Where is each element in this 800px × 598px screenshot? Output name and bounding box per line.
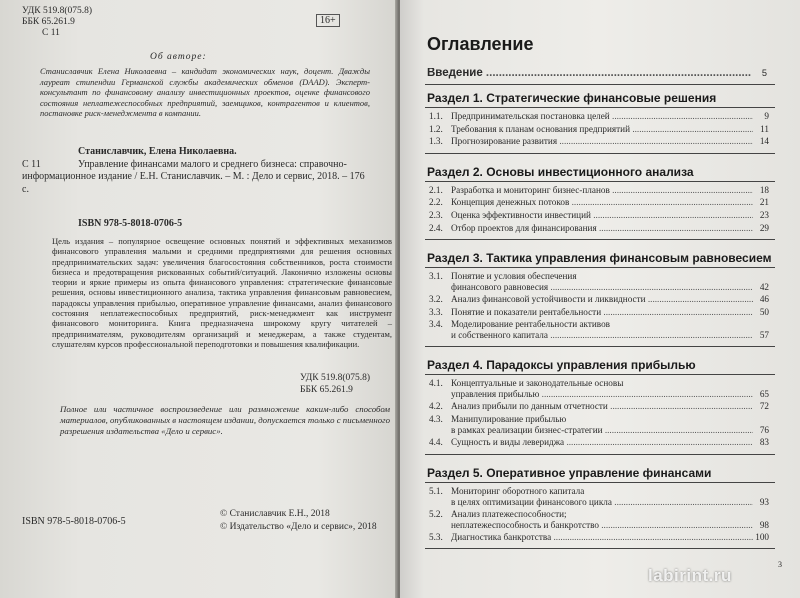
section-rule [425, 84, 775, 85]
toc-intro-page: 5 [761, 68, 767, 78]
toc-entry-number: 5.3. [429, 531, 443, 542]
toc-entry-number: 5.1. [429, 485, 443, 496]
toc-entry-number: 3.2. [429, 294, 443, 305]
isbn: ISBN 978-5-8018-0706-5 [78, 218, 183, 229]
toc-entry-page: 83 [759, 437, 769, 447]
toc-entry-line [429, 486, 769, 497]
section-rule [425, 346, 775, 347]
toc-entry [429, 294, 769, 305]
toc-entry-number: 4.4. [429, 437, 443, 447]
toc-entry-line [429, 520, 769, 531]
toc-entry-number: 2.1. [429, 184, 443, 195]
toc-entry [429, 319, 769, 341]
toc-entry-line [429, 330, 769, 341]
book-description: Управление финансами малого и среднего бизнеса: справочно-информационное издание / Е.Н. Станиславчик. – М. : Дело и сервис, 2018. – 176 с. [22, 158, 365, 195]
toc-entry-page: 57 [759, 330, 769, 341]
toc-entry-line [429, 497, 769, 508]
toc-entry-line [429, 414, 769, 425]
copyright-note: Полное или частичное воспроизведение или размножение каким-либо способом материалов, опубликованных в настоящем издании, допускается только с письменного разрешения издательства «Дело и сервис». [60, 404, 390, 436]
toc-entry [429, 509, 769, 531]
toc-entry-text: Требования к планам основания предприятий ..... [451, 124, 753, 135]
section-rule [425, 267, 775, 268]
toc-entry [429, 210, 769, 221]
toc-entry-number: 2.4. [429, 222, 443, 233]
bbk-line: ББК 65.261.9 [300, 385, 353, 395]
toc-entry-line [429, 319, 769, 330]
toc-entry [429, 401, 769, 412]
toc-entry-text: управления прибылью ..... [451, 389, 753, 400]
toc-entry-page: 11 [760, 123, 769, 134]
toc-entry [429, 414, 769, 436]
toc-intro [427, 68, 767, 79]
toc-entry-indent [429, 389, 451, 400]
toc-entry-page: 72 [759, 401, 769, 412]
toc-entry-number: 3.3. [429, 306, 443, 317]
toc-entry-number: 5.2. [429, 508, 443, 519]
toc-entry-text: и собственного капитала ..... [451, 330, 753, 341]
toc-entry-text: Оценка эффективности инвестиций ..... [451, 210, 753, 221]
catalog-code: С 11 [22, 158, 41, 170]
section-rule [425, 239, 775, 240]
about-author-text: Станиславчик Елена Николаевна – кандидат экономических наук, доцент. Дважды лауреат стипендии Германской службы академических обменов (DAAD). Эксперт-консультант по финансовому анализу инвестиционных проектов, оценке финансового состояния неплатежеспособных предприятий, заемщиков, контрагентов и клиентов, постановке риск-менеджмента в компании. [40, 66, 370, 118]
left-page [0, 0, 397, 598]
toc-entry-page: 18 [759, 184, 769, 195]
toc-section-heading: Раздел 5. Оперативное управление финансами [427, 465, 712, 480]
toc-entry [429, 271, 769, 293]
copyright-lines [220, 508, 377, 534]
toc-entry-line [429, 509, 769, 520]
toc-section-heading: Раздел 2. Основы инвестиционного анализа [427, 164, 694, 179]
toc-section-heading: Раздел 4. Парадоксы управления прибылью [427, 358, 696, 373]
toc-entry-text: Концепция денежных потоков ..... [451, 197, 753, 208]
toc-entry-page: 50 [759, 306, 769, 317]
toc-entry [429, 437, 769, 448]
toc-entry-indent [429, 497, 451, 508]
copyright-author: © Станиславчик Е.Н., 2018 [220, 509, 330, 519]
toc-entry-number: 3.1. [429, 271, 443, 282]
page-number: 3 [778, 560, 782, 569]
toc-entry-page: 76 [759, 425, 769, 435]
toc-entry-page: 21 [759, 197, 769, 208]
udk-bottom [300, 372, 370, 396]
right-page [400, 0, 800, 598]
toc-entry-text: Понятие и условия обеспечения [451, 271, 577, 282]
toc-entry-page: 23 [759, 210, 769, 220]
toc-entry-page: 100 [755, 531, 769, 542]
toc-entry [429, 111, 769, 122]
isbn-bottom: ISBN 978-5-8018-0706-5 [22, 516, 126, 527]
toc-entry-text: Анализ платежеспособности; [451, 508, 567, 519]
toc-entry [429, 197, 769, 208]
toc-entry-text: Анализ прибыли по данным отчетности ..... [451, 401, 753, 412]
toc-section-heading: Раздел 3. Тактика управления финансовым равновесием [427, 251, 772, 266]
bbk-line: ББК 65.261.9 [22, 17, 75, 27]
toc-entry-line [429, 282, 769, 293]
toc-entry-text: Понятие и показатели рентабельности ..... [451, 307, 753, 318]
toc-entry [429, 124, 769, 135]
toc-entry-text: Анализ финансовой устойчивости и ликвидности ..... [451, 294, 753, 305]
udk-line: УДК 519.8(075.8) [300, 373, 371, 383]
toc-entry-text: Прогнозирование развития ..... [451, 136, 753, 147]
section-rule [425, 153, 775, 154]
code-line: С 11 [42, 28, 60, 38]
toc-section-heading: Раздел 1. Стратегические финансовые решения [427, 91, 717, 105]
toc-entry-page: 14 [759, 136, 769, 147]
toc-entry-text: в рамках реализации бизнес-стратегии ..... [451, 425, 753, 436]
section-rule [425, 107, 775, 108]
udk-top [22, 6, 92, 39]
toc-entry-number: 4.1. [429, 378, 443, 389]
toc-entry [429, 307, 769, 318]
toc-entry-line [429, 389, 769, 400]
toc-entry-number: 1.3. [429, 136, 443, 147]
toc-title: Оглавление [427, 34, 534, 54]
toc-entry-text: Манипулирование прибылью [451, 414, 567, 424]
toc-entry-text: Предпринимательская постановка целей ..... [451, 111, 753, 122]
section-rule [425, 548, 775, 549]
toc-entry-indent [429, 425, 451, 436]
toc-entry-page: 98 [759, 519, 769, 530]
toc-entry-text: финансового равновесия ..... [451, 282, 753, 293]
author-name: Станиславчик, Елена Николаевна. [78, 146, 237, 157]
toc-entry-indent [429, 330, 451, 341]
catalog-entry [22, 146, 372, 196]
toc-entry-text: Сущность и виды левериджа ..... [451, 437, 753, 448]
toc-entry-text: в целях оптимизации финансового цикла ..... [451, 497, 753, 508]
about-author-heading: Об авторе: [150, 52, 207, 62]
toc-entry-page: 29 [759, 222, 769, 233]
section-rule [425, 181, 775, 182]
age-rating-badge: 16+ [316, 14, 340, 27]
copyright-publisher: © Издательство «Дело и сервис», 2018 [220, 522, 377, 532]
toc-entry-text: Концептуальные и законодательные основы [451, 378, 624, 389]
toc-entry [429, 185, 769, 196]
toc-entry-number: 2.2. [429, 197, 443, 208]
toc-entry-page: 42 [759, 282, 769, 293]
toc-entry-text: Мониторинг оборотного капитала [451, 485, 585, 496]
watermark: labirint.ru [648, 566, 732, 585]
section-rule [425, 482, 775, 483]
toc-intro-label: Введение ..... [427, 68, 751, 79]
toc-entry-page: 9 [764, 111, 769, 121]
toc-entry-page: 46 [759, 294, 769, 305]
toc-entry-text: Моделирование рентабельности активов [451, 319, 611, 330]
toc-entry-number: 4.3. [429, 414, 443, 424]
toc-entry-line [429, 378, 769, 389]
toc-entry [429, 378, 769, 400]
annotation: Цель издания – популярное освещение основных понятий и эффективных механизмов финансового управления малыми и средними предприятиями для решения основных предпринимательских задач: увеличения благосостояния собственников, роста стоимости бизнеса и предотвращения рискованных событий/ситуаций. Лаконично изложены основы теории и яркие примеры из опыта финансового управления: стратегические финансовые решения, основы инвестиционного анализа, тактика управления финансовым равновесием, парадоксы управления прибылью, оперативное управление финансами, анализ финансового состояния неплатежеспособных предприятий, риск-менеджмент как инструмент финансового мониторинга. Книга предназначена широкому кругу читателей – предпринимателям, руководителям организаций и менеджерам, а также студентам, слушателям курсов профессиональной переподготовки и повышения квалификации. [52, 236, 392, 349]
toc-entry-line [429, 425, 769, 436]
udk-line: УДК 519.8(075.8) [22, 6, 93, 16]
toc-entry-text: Диагностика банкротства ..... [451, 532, 753, 543]
toc-entry-number: 1.2. [429, 123, 443, 134]
toc-entry-number: 2.3. [429, 210, 443, 220]
toc-entry-page: 65 [759, 389, 769, 400]
toc-entry [429, 486, 769, 508]
toc-entry-indent [429, 520, 451, 531]
toc-entry [429, 532, 769, 543]
toc-entry [429, 223, 769, 234]
toc-entry [429, 136, 769, 147]
toc-entry-text: Отбор проектов для финансирования ..... [451, 223, 753, 234]
toc-entry-number: 1.1. [429, 111, 443, 121]
section-rule [425, 454, 775, 455]
toc-entry-number: 4.2. [429, 401, 443, 412]
toc-entry-page: 93 [759, 496, 769, 507]
toc-entry-number: 3.4. [429, 319, 443, 330]
toc-entry-text: неплатежеспособность и банкротство ..... [451, 520, 753, 531]
section-rule [425, 374, 775, 375]
toc-entry-indent [429, 282, 451, 293]
toc-entry-text: Разработка и мониторинг бизнес-планов ..... [451, 185, 753, 196]
toc-entry-line [429, 271, 769, 282]
